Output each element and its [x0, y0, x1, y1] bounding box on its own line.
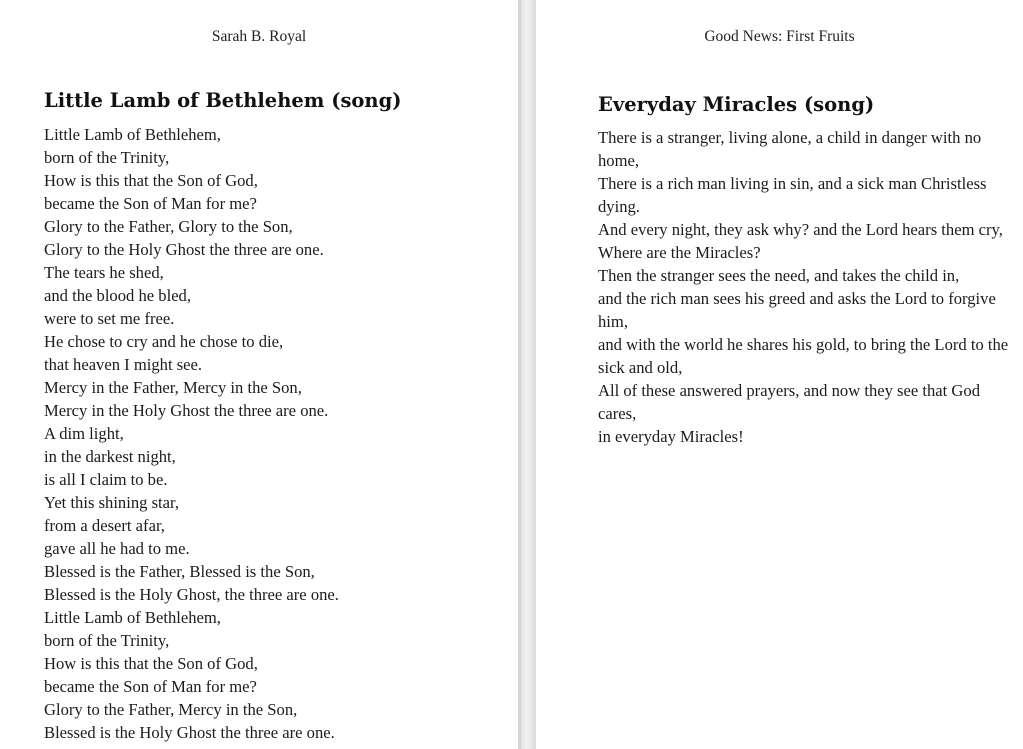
- lyric-line: And every night, they ask why? and the Lord hears them cry,: [598, 220, 1003, 239]
- right-page[interactable]: [536, 0, 1023, 749]
- right-lyrics: [598, 126, 1012, 448]
- lyric-line: The tears he shed,: [44, 263, 164, 282]
- lyric-line: All of these answered prayers, and now they see that God cares,: [598, 381, 980, 423]
- lyric-line: born of the Trinity,: [44, 148, 170, 167]
- book-gutter: [518, 0, 536, 749]
- lyric-line: that heaven I might see.: [44, 355, 203, 374]
- lyric-line: became the Son of Man for me?: [44, 194, 257, 213]
- lyric-line: Glory to the Father, Glory to the Son,: [44, 217, 293, 236]
- lyric-line: Yet this shining star,: [44, 493, 180, 512]
- lyric-line: is all I claim to be.: [44, 470, 168, 489]
- left-running-head: Sarah B. Royal: [211, 28, 307, 45]
- lyric-line: born of the Trinity,: [44, 631, 170, 650]
- lyric-line: became the Son of Man for me?: [44, 677, 257, 696]
- lyric-line: were to set me free.: [44, 309, 175, 328]
- lyric-line: Glory to the Holy Ghost the three are one.: [44, 240, 324, 259]
- lyric-line: and with the world he shares his gold, to bring the Lord to the sick and old,: [598, 335, 1009, 377]
- lyric-line: How is this that the Son of God,: [44, 171, 258, 190]
- lyric-line: Blessed is the Holy Ghost, the three are one.: [44, 585, 339, 604]
- lyric-line: There is a rich man living in sin, and a sick man Christless dying.: [598, 174, 987, 216]
- lyric-line: Where are the Miracles?: [598, 243, 761, 262]
- lyric-line: Mercy in the Holy Ghost the three are one.: [44, 401, 329, 420]
- right-song-title: Everyday Miracles (song): [598, 93, 875, 116]
- lyric-line: gave all he had to me.: [44, 539, 190, 558]
- lyric-line: Little Lamb of Bethlehem,: [44, 125, 221, 144]
- lyric-line: How is this that the Son of God,: [44, 654, 258, 673]
- lyric-line: Little Lamb of Bethlehem,: [44, 608, 221, 627]
- lyric-line: Glory to the Father, Mercy in the Son,: [44, 700, 298, 719]
- lyric-line: and the blood he bled,: [44, 286, 192, 305]
- left-lyrics: [44, 123, 504, 744]
- lyric-line: and the rich man sees his greed and asks the Lord to forgive him,: [598, 289, 996, 331]
- lyric-line: in everyday Miracles!: [598, 427, 744, 446]
- lyric-line: A dim light,: [44, 424, 124, 443]
- lyric-line: from a desert afar,: [44, 516, 165, 535]
- right-running-head: Good News: First Fruits: [704, 28, 855, 45]
- lyric-line: He chose to cry and he chose to die,: [44, 332, 284, 351]
- lyric-line: Mercy in the Father, Mercy in the Son,: [44, 378, 302, 397]
- lyric-line: in the darkest night,: [44, 447, 176, 466]
- lyric-line: Then the stranger sees the need, and takes the child in,: [598, 266, 960, 285]
- lyric-line: Blessed is the Father, Blessed is the Son,: [44, 562, 315, 581]
- left-song-title: Little Lamb of Bethlehem (song): [44, 89, 402, 112]
- lyric-line: Blessed is the Holy Ghost the three are one.: [44, 723, 335, 742]
- lyric-line: There is a stranger, living alone, a child in danger with no home,: [598, 128, 982, 170]
